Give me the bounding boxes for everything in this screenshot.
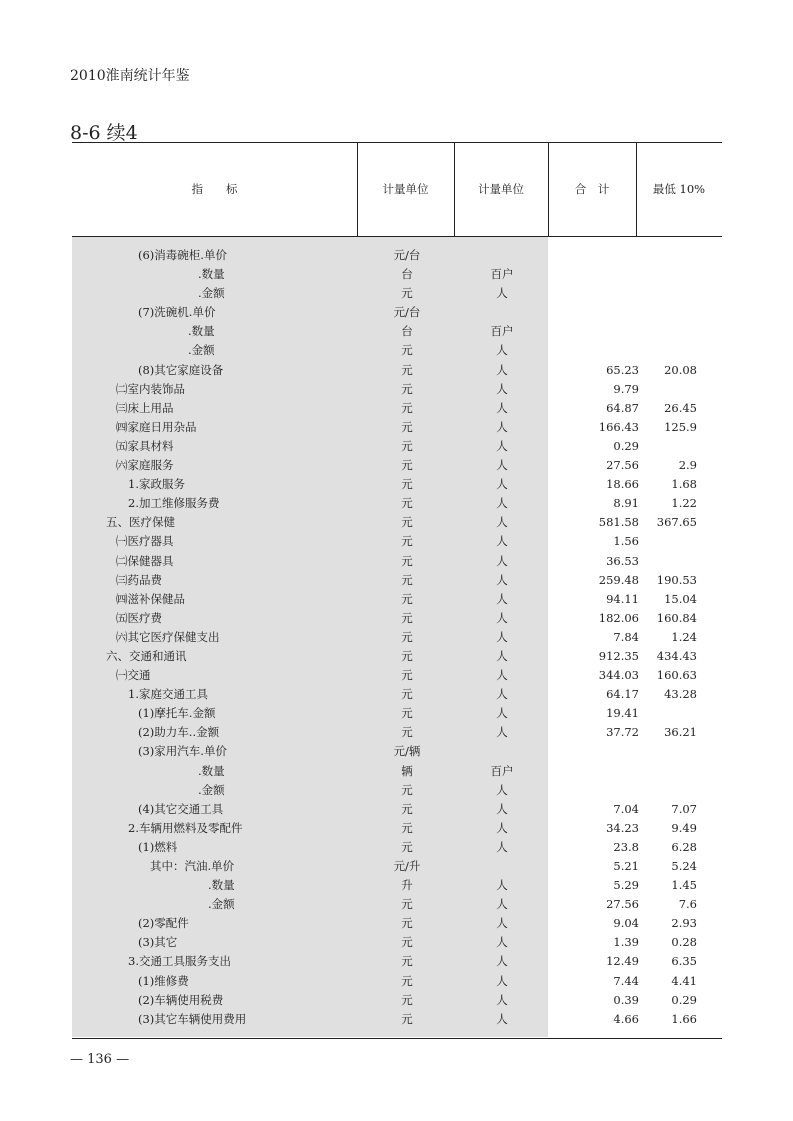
table-title: 8-6 续4 [70, 122, 138, 144]
unit-cell: 人 [496, 477, 508, 492]
indicator-cell: ㈢床上用品 [116, 400, 174, 415]
unit-cell: 台 [401, 324, 413, 339]
indicator-cell: .数量 [198, 763, 225, 778]
indicator-cell: ㈡保健器具 [116, 553, 174, 568]
unit-cell: 人 [496, 362, 508, 377]
indicator-cell: .数量 [198, 267, 225, 282]
table-row [72, 246, 722, 265]
unit-cell: 元 [401, 458, 413, 473]
indicator-cell: (6)消毒碗柜.单价 [138, 248, 227, 262]
unit-cell: 元/台 [393, 305, 421, 320]
unit-cell: 人 [496, 419, 508, 434]
table-row [72, 380, 722, 399]
unit-cell: 元 [401, 534, 413, 549]
unit-cell: 人 [496, 610, 508, 625]
indicator-cell: .金额 [188, 343, 215, 358]
table-row [72, 819, 722, 838]
indicator-cell: .数量 [208, 878, 235, 893]
total-cell: 5.29 [613, 878, 639, 893]
unit-cell: 元 [401, 381, 413, 396]
indicator-cell: ㈠医疗器具 [116, 534, 174, 549]
bottom-rule [72, 1038, 722, 1039]
indicator-cell: ㈢药品费 [116, 572, 162, 587]
lowest-10pct-cell: 15.04 [664, 591, 697, 606]
table-row [72, 590, 722, 609]
table-row [72, 341, 722, 360]
table-row [72, 666, 722, 685]
indicator-cell: (2)车辆使用税费 [138, 992, 224, 1007]
yearbook-title: 2010淮南统计年鉴 [70, 68, 190, 84]
table-row [72, 838, 722, 857]
lowest-10pct-cell: 9.49 [671, 820, 697, 835]
unit-cell: 元 [401, 610, 413, 625]
total-cell: 65.23 [606, 362, 639, 377]
total-cell: 581.58 [598, 515, 639, 530]
unit-cell: 人 [496, 343, 508, 358]
unit-cell: 人 [496, 648, 508, 663]
unit-cell: 元 [401, 591, 413, 606]
header-unit-2: 计量单位 [478, 182, 524, 196]
table-row [72, 399, 722, 418]
table-row [72, 876, 722, 895]
lowest-10pct-cell: 1.45 [671, 878, 697, 893]
total-cell: 19.41 [606, 706, 639, 721]
table-row [72, 418, 722, 437]
unit-cell: 人 [496, 400, 508, 415]
indicator-cell: ㈣滋补保健品 [116, 591, 185, 606]
unit-cell: 元 [401, 935, 413, 950]
total-cell: 1.56 [613, 534, 639, 549]
indicator-cell: (3)家用汽车.单价 [138, 744, 227, 759]
indicator-cell: 1.家政服务 [128, 477, 185, 492]
total-cell: 34.23 [606, 820, 639, 835]
table-row [72, 857, 722, 876]
lowest-10pct-cell: 125.9 [664, 419, 697, 434]
lowest-10pct-cell: 434.43 [656, 648, 697, 663]
total-cell: 1.39 [613, 935, 639, 950]
indicator-cell: ㈤家具材料 [116, 438, 174, 453]
total-cell: 7.84 [613, 629, 639, 644]
total-cell: 64.87 [606, 400, 639, 415]
unit-cell: 人 [496, 629, 508, 644]
unit-cell: 人 [496, 878, 508, 893]
unit-cell: 人 [496, 286, 508, 301]
indicator-cell: ㈣家庭日用杂品 [116, 419, 197, 434]
indicator-cell: (7)洗碗机.单价 [138, 305, 216, 320]
unit-cell: 元 [401, 515, 413, 530]
unit-cell: 元/台 [393, 248, 421, 262]
lowest-10pct-cell: 0.29 [671, 992, 697, 1007]
indicator-cell: 3.交通工具服务支出 [128, 954, 231, 969]
unit-cell: 人 [496, 725, 508, 740]
table-row [72, 781, 722, 800]
table-row [72, 571, 722, 590]
table-row [72, 933, 722, 952]
table-row [72, 685, 722, 704]
table-row [72, 361, 722, 380]
indicator-cell: .数量 [188, 324, 215, 339]
total-cell: 7.44 [613, 973, 639, 988]
unit-cell: 人 [496, 572, 508, 587]
lowest-10pct-cell: 4.41 [671, 973, 697, 988]
header-total: 合 计 [574, 182, 610, 196]
unit-cell: 元 [401, 973, 413, 988]
table-row [72, 437, 722, 456]
unit-cell: 元 [401, 897, 413, 912]
unit-cell: 人 [496, 668, 508, 683]
indicator-cell: (2)零配件 [138, 916, 189, 931]
table-row [72, 609, 722, 628]
table-row [72, 762, 722, 781]
indicator-cell: 五、医疗保健 [106, 515, 175, 530]
indicator-cell: (1)燃料 [138, 839, 178, 854]
total-cell: 64.17 [606, 687, 639, 702]
indicator-cell: (3)其它车辆使用费用 [138, 1011, 247, 1026]
table-row [72, 723, 722, 742]
total-cell: 9.79 [613, 381, 639, 396]
table-row [72, 303, 722, 322]
unit-cell: 人 [496, 706, 508, 721]
unit-cell: 元 [401, 1011, 413, 1026]
total-cell: 0.29 [613, 438, 639, 453]
unit-cell: 人 [496, 687, 508, 702]
lowest-10pct-cell: 6.28 [671, 839, 697, 854]
indicator-cell: (3)其它 [138, 935, 178, 950]
total-cell: 8.91 [613, 496, 639, 511]
indicator-cell: (1)维修费 [138, 973, 189, 988]
total-cell: 912.35 [598, 648, 639, 663]
unit-cell: 人 [496, 935, 508, 950]
table-row [72, 800, 722, 819]
unit-cell: 元 [401, 782, 413, 797]
total-cell: 94.11 [606, 591, 639, 606]
unit-cell: 元 [401, 648, 413, 663]
unit-cell: 元 [401, 438, 413, 453]
total-cell: 344.03 [598, 668, 639, 683]
lowest-10pct-cell: 1.22 [671, 496, 697, 511]
indicator-cell: (4)其它交通工具 [138, 801, 224, 816]
unit-cell: 元 [401, 477, 413, 492]
indicator-cell: ㈤医疗费 [116, 610, 162, 625]
unit-cell: 元/辆 [393, 744, 421, 759]
lowest-10pct-cell: 26.45 [664, 400, 697, 415]
indicator-cell: (8)其它家庭设备 [138, 362, 224, 377]
indicator-cell: .金额 [208, 897, 235, 912]
unit-cell: 元/升 [393, 859, 421, 873]
lowest-10pct-cell: 2.9 [678, 458, 697, 473]
unit-cell: 辆 [401, 763, 413, 778]
lowest-10pct-cell: 5.24 [671, 859, 697, 873]
indicator-cell: ㈠交通 [116, 668, 151, 683]
indicator-cell: 1.家庭交通工具 [128, 687, 208, 702]
table-row [72, 265, 722, 284]
table-row [72, 972, 722, 991]
total-cell: 259.48 [598, 572, 639, 587]
lowest-10pct-cell: 160.63 [656, 668, 697, 683]
unit-cell: 台 [401, 267, 413, 282]
unit-cell: 人 [496, 458, 508, 473]
unit-cell: 元 [401, 706, 413, 721]
total-cell: 36.53 [606, 553, 639, 568]
table-row [72, 647, 722, 666]
table-row [72, 991, 722, 1010]
unit-cell: 元 [401, 954, 413, 969]
unit-cell: 人 [496, 515, 508, 530]
page-number: — 136 — [70, 1052, 130, 1067]
unit-cell: 元 [401, 496, 413, 511]
indicator-cell: ㈥家庭服务 [116, 458, 174, 473]
unit-cell: 元 [401, 725, 413, 740]
total-cell: 166.43 [598, 419, 639, 434]
indicator-cell: 其中：汽油.单价 [150, 859, 235, 873]
total-cell: 27.56 [606, 897, 639, 912]
unit-cell: 人 [496, 534, 508, 549]
total-cell: 4.66 [613, 1011, 639, 1026]
indicator-cell: ㈥其它医疗保健支出 [116, 629, 220, 644]
unit-cell: 人 [496, 801, 508, 816]
lowest-10pct-cell: 43.28 [664, 687, 697, 702]
table-row [72, 494, 722, 513]
total-cell: 5.21 [613, 859, 639, 873]
table-row [72, 456, 722, 475]
table-row [72, 895, 722, 914]
lowest-10pct-cell: 1.68 [671, 477, 697, 492]
unit-cell: 人 [496, 381, 508, 396]
lowest-10pct-cell: 1.66 [671, 1011, 697, 1026]
lowest-10pct-cell: 7.07 [671, 801, 697, 816]
total-cell: 9.04 [613, 916, 639, 931]
table-row [72, 704, 722, 723]
unit-cell: 人 [496, 992, 508, 1007]
unit-cell: 元 [401, 419, 413, 434]
lowest-10pct-cell: 367.65 [656, 515, 697, 530]
lowest-10pct-cell: 160.84 [656, 610, 697, 625]
table-row [72, 475, 722, 494]
unit-cell: 升 [401, 878, 413, 893]
unit-cell: 元 [401, 362, 413, 377]
indicator-cell: 六、交通和通讯 [106, 648, 187, 663]
indicator-cell: (2)助力车..金额 [138, 725, 220, 740]
unit-cell: 人 [496, 496, 508, 511]
total-cell: 37.72 [606, 725, 639, 740]
indicator-cell: .金额 [198, 782, 225, 797]
unit-cell: 人 [496, 897, 508, 912]
unit-cell: 元 [401, 820, 413, 835]
unit-cell: 人 [496, 591, 508, 606]
unit-cell: 人 [496, 782, 508, 797]
unit-cell: 元 [401, 687, 413, 702]
lowest-10pct-cell: 6.35 [671, 954, 697, 969]
table-row [72, 952, 722, 971]
unit-cell: 百户 [490, 267, 514, 282]
indicator-cell: 2.加工维修服务费 [128, 496, 220, 511]
total-cell: 23.8 [613, 839, 639, 854]
table-row [72, 513, 722, 532]
lowest-10pct-cell: 7.6 [678, 897, 697, 912]
header-indicator: 指 标 [191, 182, 238, 196]
unit-cell: 元 [401, 916, 413, 931]
header-rule [72, 236, 722, 237]
lowest-10pct-cell: 36.21 [664, 725, 697, 740]
table-row [72, 552, 722, 571]
lowest-10pct-cell: 1.24 [671, 629, 697, 644]
indicator-cell: .金额 [198, 286, 225, 301]
unit-cell: 元 [401, 343, 413, 358]
unit-cell: 人 [496, 1011, 508, 1026]
indicator-cell: 2.车辆用燃料及零配件 [128, 820, 243, 835]
header-unit-1: 计量单位 [382, 182, 429, 196]
unit-cell: 人 [496, 820, 508, 835]
table-row [72, 628, 722, 647]
unit-cell: 元 [401, 629, 413, 644]
unit-cell: 元 [401, 553, 413, 568]
table-row [72, 284, 722, 303]
unit-cell: 元 [401, 668, 413, 683]
total-cell: 182.06 [598, 610, 639, 625]
indicator-cell: (1)摩托车.金额 [138, 706, 216, 721]
unit-cell: 百户 [490, 324, 514, 339]
header-lowest-10pct: 最低 10% [652, 182, 706, 196]
unit-cell: 人 [496, 973, 508, 988]
unit-cell: 元 [401, 801, 413, 816]
table-row [72, 322, 722, 341]
total-cell: 7.04 [613, 801, 639, 816]
table-row [72, 742, 722, 761]
unit-cell: 元 [401, 286, 413, 301]
unit-cell: 人 [496, 438, 508, 453]
unit-cell: 元 [401, 400, 413, 415]
statistics-table [72, 142, 722, 1039]
lowest-10pct-cell: 20.08 [664, 362, 697, 377]
total-cell: 27.56 [606, 458, 639, 473]
unit-cell: 人 [496, 553, 508, 568]
unit-cell: 人 [496, 916, 508, 931]
total-cell: 0.39 [613, 992, 639, 1007]
unit-cell: 百户 [490, 763, 514, 778]
lowest-10pct-cell: 0.28 [671, 935, 697, 950]
unit-cell: 元 [401, 992, 413, 1007]
unit-cell: 元 [401, 839, 413, 854]
total-cell: 12.49 [606, 954, 639, 969]
table-body [72, 246, 722, 1029]
table-row [72, 1010, 722, 1029]
unit-cell: 人 [496, 839, 508, 854]
unit-cell: 人 [496, 954, 508, 969]
table-row [72, 532, 722, 551]
unit-cell: 元 [401, 572, 413, 587]
lowest-10pct-cell: 190.53 [656, 572, 697, 587]
indicator-cell: ㈡室内装饰品 [116, 381, 185, 396]
lowest-10pct-cell: 2.93 [671, 916, 697, 931]
total-cell: 18.66 [606, 477, 639, 492]
table-row [72, 914, 722, 933]
